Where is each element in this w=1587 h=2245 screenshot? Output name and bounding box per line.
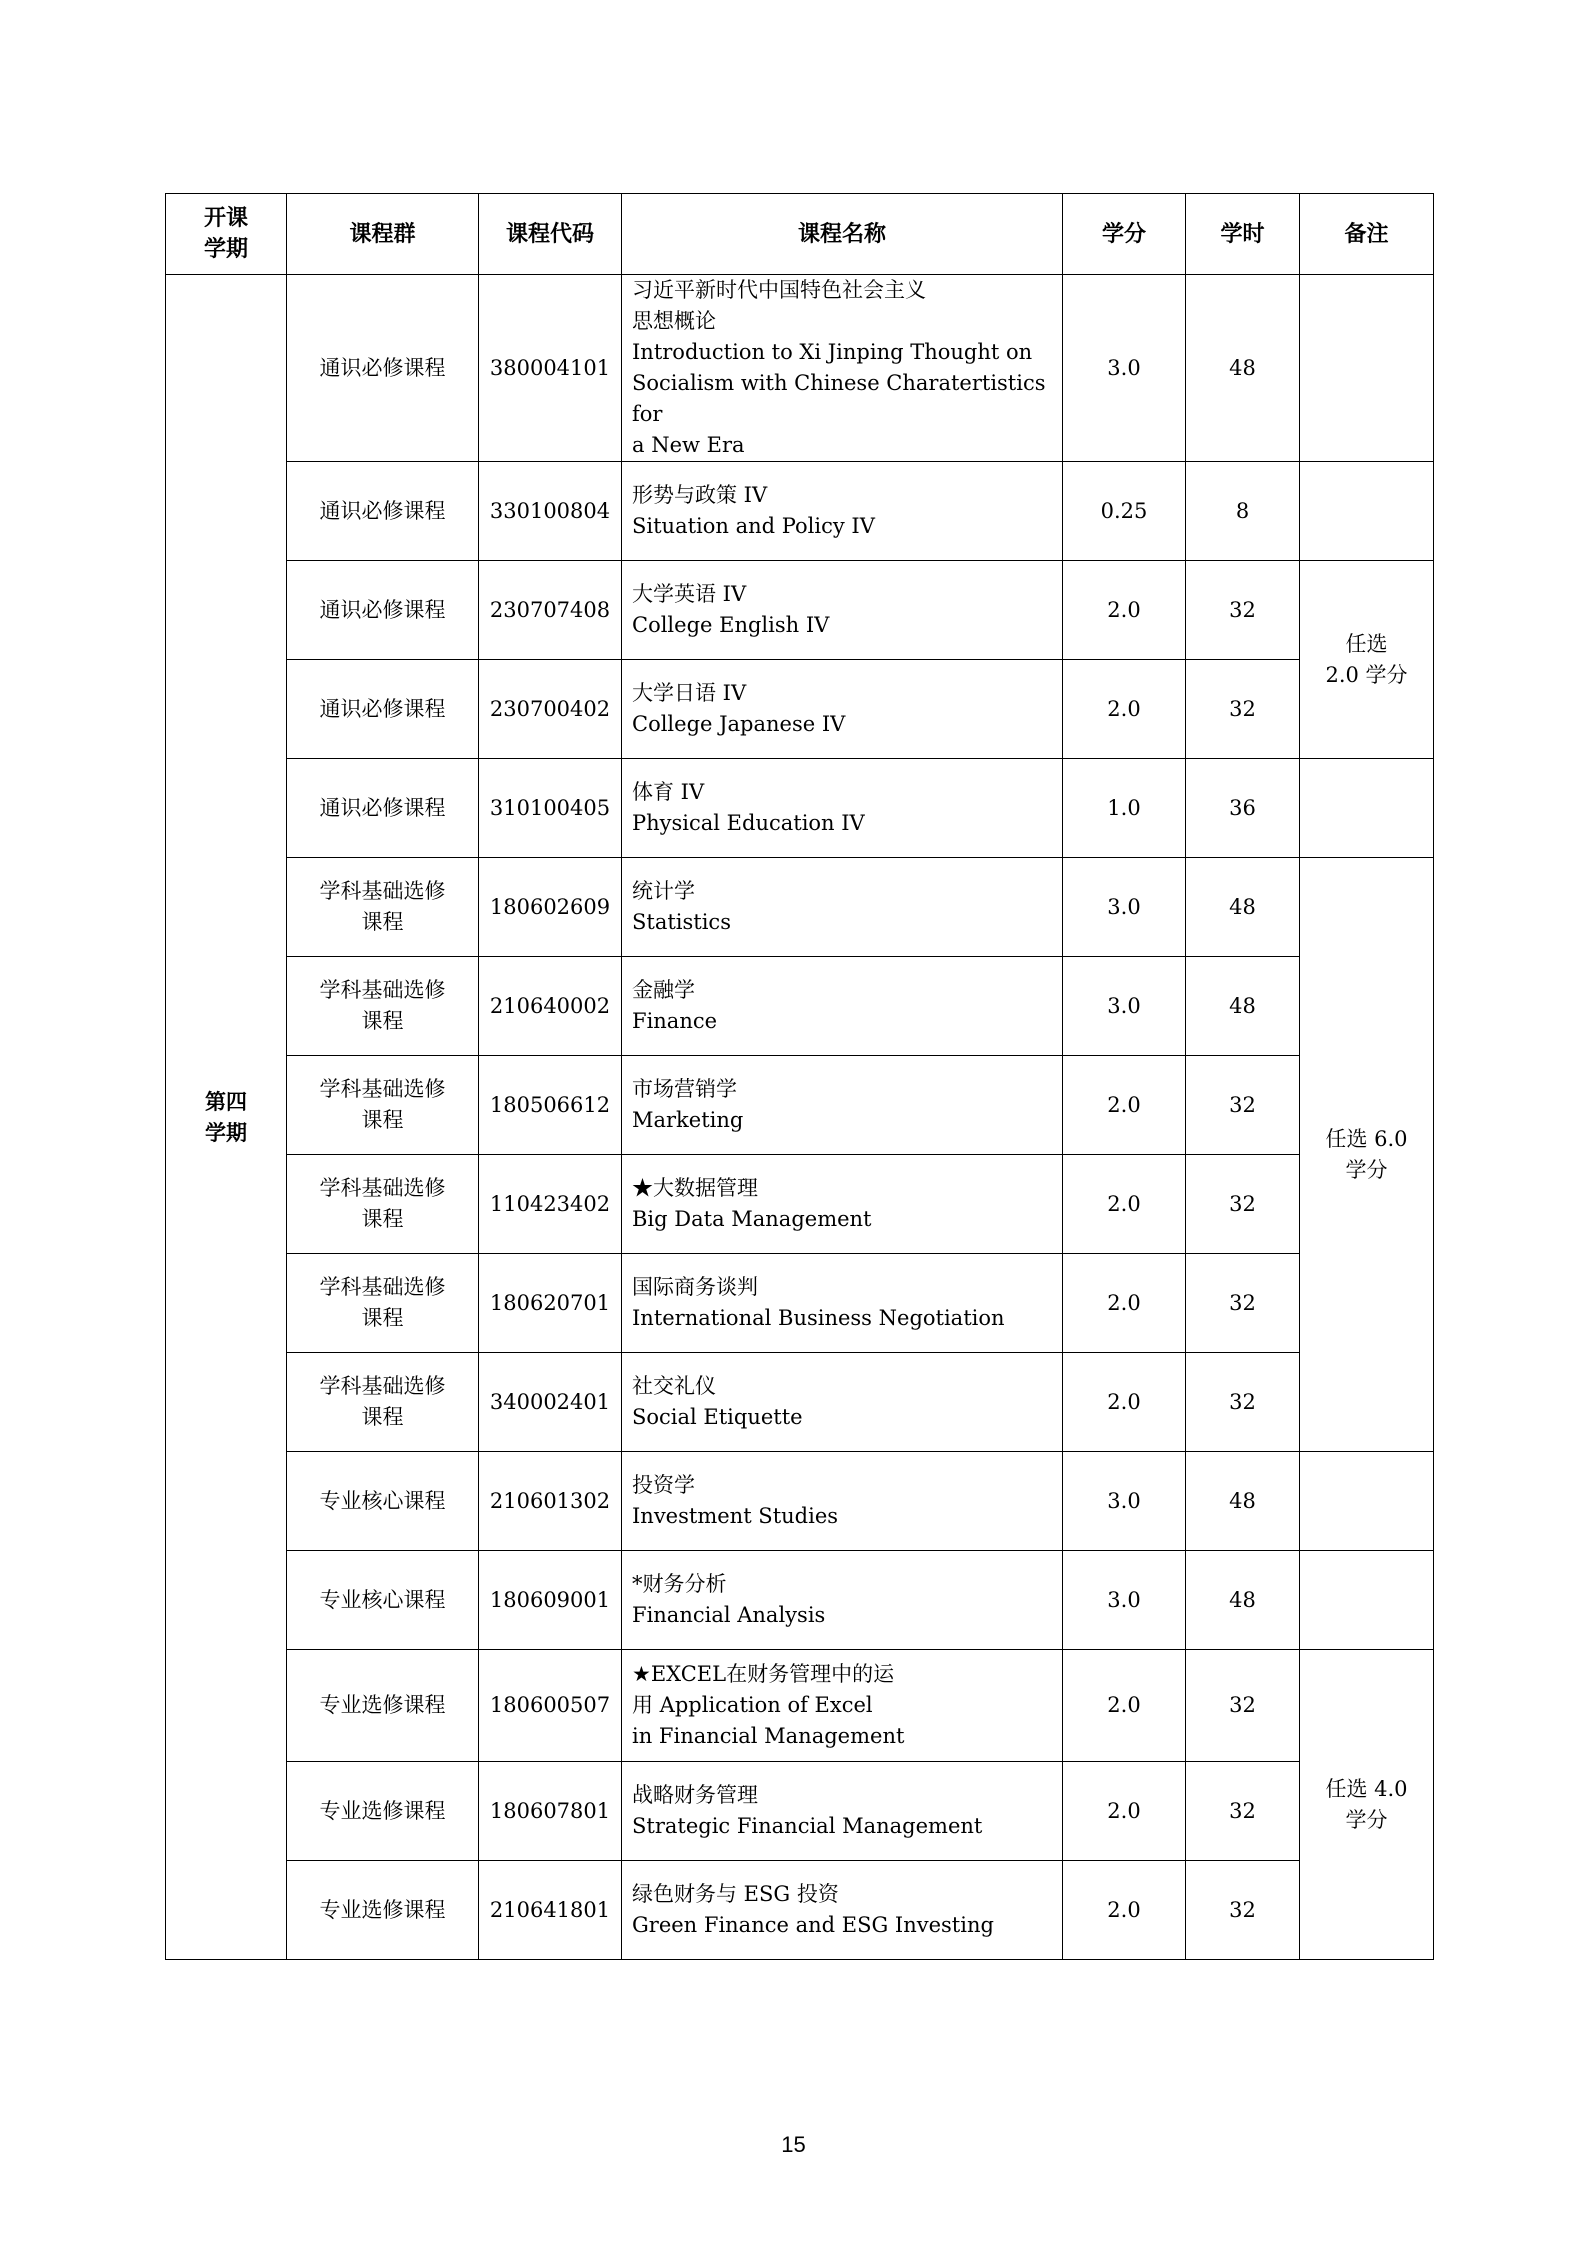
course-name-english: Big Data Management bbox=[632, 1207, 872, 1231]
course-name-chinese: 体育 IV bbox=[632, 780, 705, 804]
course-name-cell bbox=[622, 1452, 1063, 1551]
hours-cell: 32 bbox=[1186, 1650, 1300, 1762]
course-name-english: College Japanese IV bbox=[632, 712, 846, 736]
header-course-code: 课程代码 bbox=[479, 194, 622, 275]
course-name-chinese: 社交礼仪 bbox=[632, 1374, 716, 1398]
credit-cell: 1.0 bbox=[1063, 759, 1186, 858]
course-name-chinese: 国际商务谈判 bbox=[632, 1275, 758, 1299]
course-name-chinese: 市场营销学 bbox=[632, 1077, 737, 1101]
course-name-cell bbox=[622, 1762, 1063, 1861]
course-group-cell: 学科基础选修 课程 bbox=[287, 858, 479, 957]
note-cell: 任选 4.0 学分 bbox=[1300, 1650, 1434, 1960]
course-name-cell bbox=[622, 561, 1063, 660]
credit-cell: 2.0 bbox=[1063, 1762, 1186, 1861]
course-name-english: Marketing bbox=[632, 1108, 744, 1132]
course-code-cell: 180506612 bbox=[479, 1056, 622, 1155]
course-code-cell: 180600507 bbox=[479, 1650, 622, 1762]
table-row bbox=[166, 1452, 1434, 1551]
course-group-cell: 专业选修课程 bbox=[287, 1861, 479, 1960]
course-code-cell: 310100405 bbox=[479, 759, 622, 858]
course-group-cell: 专业核心课程 bbox=[287, 1551, 479, 1650]
credit-cell: 2.0 bbox=[1063, 1650, 1186, 1762]
table-row bbox=[166, 1353, 1434, 1452]
hours-cell: 32 bbox=[1186, 561, 1300, 660]
course-name-cell bbox=[622, 1650, 1063, 1762]
course-code-cell: 180602609 bbox=[479, 858, 622, 957]
credit-cell: 3.0 bbox=[1063, 957, 1186, 1056]
note-cell: 任选 6.0 学分 bbox=[1300, 858, 1434, 1452]
header-course-name: 课程名称 bbox=[622, 194, 1063, 275]
course-name-chinese: 形势与政策 IV bbox=[632, 483, 768, 507]
header-note: 备注 bbox=[1300, 194, 1434, 275]
credit-cell: 2.0 bbox=[1063, 660, 1186, 759]
course-name-cell bbox=[622, 1861, 1063, 1960]
note-cell: 任选 2.0 学分 bbox=[1300, 561, 1434, 759]
course-code-cell: 380004101 bbox=[479, 275, 622, 462]
course-name-cell bbox=[622, 1056, 1063, 1155]
credit-cell: 2.0 bbox=[1063, 1155, 1186, 1254]
course-name-english: International Business Negotiation bbox=[632, 1306, 1005, 1330]
term-cell: 第四 学期 bbox=[166, 275, 287, 1960]
credit-cell: 2.0 bbox=[1063, 1353, 1186, 1452]
hours-cell: 32 bbox=[1186, 1762, 1300, 1861]
table-row bbox=[166, 1650, 1434, 1762]
hours-cell: 48 bbox=[1186, 957, 1300, 1056]
credit-cell: 2.0 bbox=[1063, 1861, 1186, 1960]
credit-cell: 2.0 bbox=[1063, 1254, 1186, 1353]
page-number: 15 bbox=[781, 2132, 806, 2157]
header-hours: 学时 bbox=[1186, 194, 1300, 275]
course-name-cell bbox=[622, 1155, 1063, 1254]
course-name-english: Introduction to Xi Jinping Thought on Socialism with Chinese Charatertistics for a New Era bbox=[632, 340, 1046, 457]
course-name-chinese: 统计学 bbox=[632, 879, 695, 903]
course-group-cell: 通识必修课程 bbox=[287, 462, 479, 561]
credit-cell: 3.0 bbox=[1063, 1551, 1186, 1650]
hours-cell: 32 bbox=[1186, 1861, 1300, 1960]
header-course-group: 课程群 bbox=[287, 194, 479, 275]
course-name-chinese: ★大数据管理 bbox=[632, 1176, 758, 1200]
course-name-english: Situation and Policy IV bbox=[632, 514, 875, 538]
course-name-cell bbox=[622, 462, 1063, 561]
course-name-english: Finance bbox=[632, 1009, 718, 1033]
course-table bbox=[165, 193, 1434, 1960]
table-row bbox=[166, 858, 1434, 957]
course-code-cell: 180620701 bbox=[479, 1254, 622, 1353]
course-name-english: Investment Studies bbox=[632, 1504, 839, 1528]
hours-cell: 48 bbox=[1186, 275, 1300, 462]
note-cell bbox=[1300, 759, 1434, 858]
header-credit: 学分 bbox=[1063, 194, 1186, 275]
course-code-cell: 330100804 bbox=[479, 462, 622, 561]
course-code-cell: 230700402 bbox=[479, 660, 622, 759]
hours-cell: 32 bbox=[1186, 1353, 1300, 1452]
course-name-chinese: 大学英语 IV bbox=[632, 582, 747, 606]
course-name-english: College English IV bbox=[632, 613, 830, 637]
course-group-cell: 学科基础选修 课程 bbox=[287, 1254, 479, 1353]
course-code-cell: 180607801 bbox=[479, 1762, 622, 1861]
course-group-cell: 专业核心课程 bbox=[287, 1452, 479, 1551]
course-name-english: Physical Education IV bbox=[632, 811, 865, 835]
course-group-cell: 通识必修课程 bbox=[287, 561, 479, 660]
course-name-cell bbox=[622, 660, 1063, 759]
table-row bbox=[166, 1155, 1434, 1254]
course-name-cell bbox=[622, 275, 1063, 462]
course-name-cell bbox=[622, 1551, 1063, 1650]
course-name-chinese: 习近平新时代中国特色社会主义 思想概论 bbox=[632, 278, 926, 333]
course-group-cell: 通识必修课程 bbox=[287, 660, 479, 759]
course-name-chinese: *财务分析 bbox=[632, 1572, 727, 1596]
course-group-cell: 学科基础选修 课程 bbox=[287, 1155, 479, 1254]
hours-cell: 36 bbox=[1186, 759, 1300, 858]
credit-cell: 3.0 bbox=[1063, 858, 1186, 957]
course-name-chinese: 大学日语 IV bbox=[632, 681, 747, 705]
course-name-english: Strategic Financial Management bbox=[632, 1814, 983, 1838]
course-group-cell: 通识必修课程 bbox=[287, 759, 479, 858]
course-code-cell: 210601302 bbox=[479, 1452, 622, 1551]
course-name-chinese: 战略财务管理 bbox=[632, 1783, 758, 1807]
hours-cell: 32 bbox=[1186, 1254, 1300, 1353]
course-name-chinese: 绿色财务与 ESG 投资 bbox=[632, 1882, 839, 1906]
course-name-chinese: 金融学 bbox=[632, 978, 695, 1002]
course-code-cell: 230707408 bbox=[479, 561, 622, 660]
course-name-english: Green Finance and ESG Investing bbox=[632, 1913, 994, 1937]
hours-cell: 48 bbox=[1186, 1452, 1300, 1551]
course-group-cell: 专业选修课程 bbox=[287, 1650, 479, 1762]
course-code-cell: 210641801 bbox=[479, 1861, 622, 1960]
note-cell bbox=[1300, 1452, 1434, 1551]
credit-cell: 3.0 bbox=[1063, 1452, 1186, 1551]
course-code-cell: 210640002 bbox=[479, 957, 622, 1056]
course-group-cell: 通识必修课程 bbox=[287, 275, 479, 462]
hours-cell: 32 bbox=[1186, 660, 1300, 759]
course-name-cell bbox=[622, 957, 1063, 1056]
table-row bbox=[166, 759, 1434, 858]
table-row bbox=[166, 1056, 1434, 1155]
course-group-cell: 专业选修课程 bbox=[287, 1762, 479, 1861]
course-name-english: Statistics bbox=[632, 910, 731, 934]
note-cell bbox=[1300, 1551, 1434, 1650]
hours-cell: 8 bbox=[1186, 462, 1300, 561]
course-group-cell: 学科基础选修 课程 bbox=[287, 957, 479, 1056]
credit-cell: 2.0 bbox=[1063, 561, 1186, 660]
course-name-cell bbox=[622, 1353, 1063, 1452]
header-row bbox=[166, 194, 1434, 275]
credit-cell: 0.25 bbox=[1063, 462, 1186, 561]
table-row bbox=[166, 1254, 1434, 1353]
credit-cell: 2.0 bbox=[1063, 1056, 1186, 1155]
course-name-cell bbox=[622, 759, 1063, 858]
note-cell bbox=[1300, 462, 1434, 561]
hours-cell: 48 bbox=[1186, 858, 1300, 957]
course-code-cell: 110423402 bbox=[479, 1155, 622, 1254]
course-group-cell: 学科基础选修 课程 bbox=[287, 1353, 479, 1452]
table-row bbox=[166, 275, 1434, 462]
course-code-cell: 340002401 bbox=[479, 1353, 622, 1452]
course-name-chinese: 投资学 bbox=[632, 1473, 695, 1497]
hours-cell: 32 bbox=[1186, 1155, 1300, 1254]
course-name-chinese: ★EXCEL在财务管理中的运 用 Application of Excel in Financial Management bbox=[632, 1662, 905, 1748]
table-row bbox=[166, 957, 1434, 1056]
table-row bbox=[166, 462, 1434, 561]
hours-cell: 48 bbox=[1186, 1551, 1300, 1650]
header-term: 开课 学期 bbox=[166, 194, 287, 275]
table-row bbox=[166, 1762, 1434, 1861]
hours-cell: 32 bbox=[1186, 1056, 1300, 1155]
table-row bbox=[166, 1861, 1434, 1960]
course-name-cell bbox=[622, 1254, 1063, 1353]
note-cell bbox=[1300, 275, 1434, 462]
table-row bbox=[166, 1551, 1434, 1650]
course-group-cell: 学科基础选修 课程 bbox=[287, 1056, 479, 1155]
credit-cell: 3.0 bbox=[1063, 275, 1186, 462]
course-name-english: Financial Analysis bbox=[632, 1603, 826, 1627]
course-name-english: Social Etiquette bbox=[632, 1405, 803, 1429]
course-name-cell bbox=[622, 858, 1063, 957]
table-row bbox=[166, 561, 1434, 660]
table-row bbox=[166, 660, 1434, 759]
course-code-cell: 180609001 bbox=[479, 1551, 622, 1650]
